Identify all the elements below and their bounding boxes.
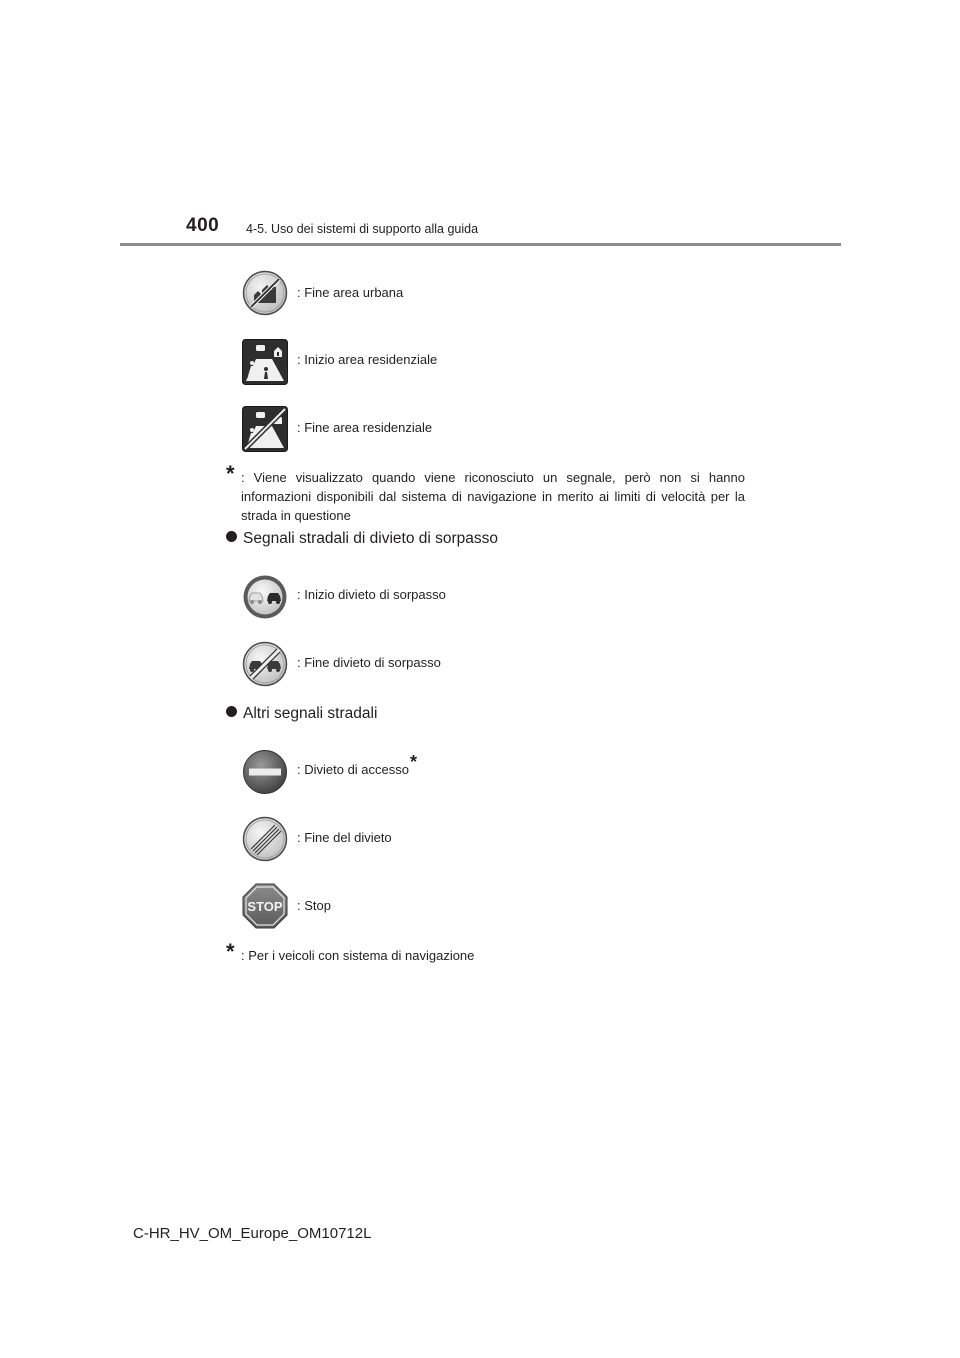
page-number: 400 — [186, 215, 220, 236]
sign-label-end-urban-area: : Fine area urbana — [297, 285, 404, 300]
section-heading-text: Segnali stradali di divieto di sorpasso — [243, 530, 499, 547]
no-overtaking-icon — [242, 574, 288, 620]
residential-area-end-icon — [242, 406, 288, 452]
sign-label-no-entry — [297, 752, 418, 777]
end-no-overtaking-icon — [242, 641, 288, 687]
footnote-asterisk: * — [226, 461, 235, 486]
end-urban-area-icon — [242, 270, 288, 316]
section-heading-text: Altri segnali stradali — [243, 705, 378, 722]
section-title: 4-5. Uso dei sistemi di supporto alla guida — [246, 222, 479, 236]
residential-area-start-icon — [242, 339, 288, 385]
sign-label-text: : Divieto di accesso — [297, 762, 409, 777]
bullet-icon — [226, 706, 237, 717]
footnote-text: : Per i veicoli con sistema di navigazione — [241, 948, 475, 963]
footnote-navigation — [226, 939, 745, 965]
sign-label-no-overtaking-end: : Fine divieto di sorpasso — [297, 655, 441, 670]
footnote-asterisk: * — [226, 939, 235, 964]
header-divider — [120, 243, 841, 246]
bullet-icon — [226, 531, 237, 542]
no-entry-icon — [242, 749, 288, 795]
sign-label-residential-area-start: : Inizio area residenziale — [297, 352, 438, 367]
sign-label-stop: : Stop — [297, 898, 331, 913]
stop-sign-icon — [242, 883, 288, 929]
end-of-restrictions-icon — [242, 816, 288, 862]
sign-label-no-overtaking-start: : Inizio divieto di sorpasso — [297, 587, 446, 602]
section-heading-no-overtaking — [226, 530, 498, 548]
footnote-text: : Viene visualizzato quando viene riconosciuto un segnale, però non si hanno informazioni disponibili dal sistema di navigazione in merito ai limiti di velocità per la strada in questione — [241, 470, 745, 523]
footer-document-code: C-HR_HV_OM_Europe_OM10712L — [133, 1225, 372, 1242]
stop-sign-text: STOP — [247, 899, 283, 914]
sign-label-end-of-restrictions: : Fine del divieto — [297, 830, 392, 845]
footnote-reference-asterisk: * — [410, 752, 418, 772]
sign-label-residential-area-end: : Fine area residenziale — [297, 420, 433, 435]
footnote-speed-limit — [226, 461, 745, 525]
section-heading-other-signs — [226, 705, 377, 723]
